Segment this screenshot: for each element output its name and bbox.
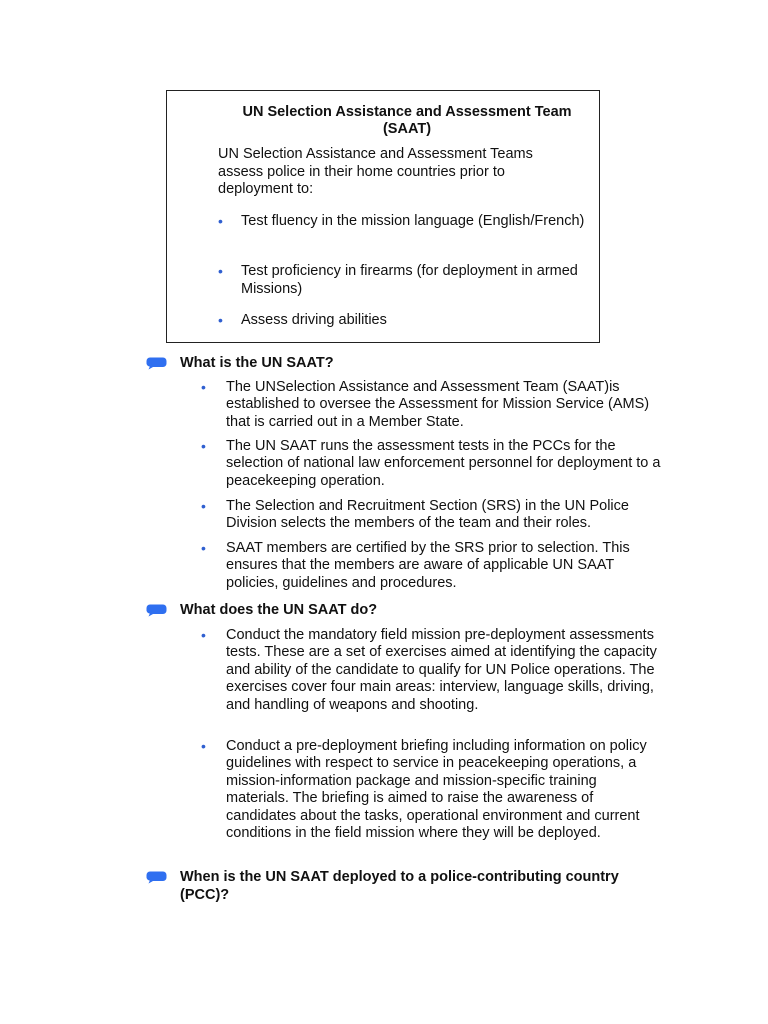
question-heading xyxy=(146,355,666,373)
question-text: What is the UN SAAT? xyxy=(180,355,334,371)
box-bullet-item xyxy=(218,263,593,298)
bullet-icon: • xyxy=(218,263,223,279)
box-title: UN Selection Assistance and Assessment Team (SAAT) xyxy=(242,104,572,137)
answer-text: The UN SAAT runs the assessment tests in the PCCs for the selection of national law enforcement personnel for deployment to a peacekeeping operation. xyxy=(226,438,661,489)
box-bullet-text: Test proficiency in firearms (for deployment in armed Missions) xyxy=(241,263,578,297)
answer-item xyxy=(201,379,661,431)
bullet-icon: • xyxy=(201,438,206,454)
answer-text: SAAT members are certified by the SRS prior to selection. This ensures that the members are aware of applicable UN SAAT policies, guidelines and procedures. xyxy=(226,540,630,591)
answer-text: The Selection and Recruitment Section (SRS) in the UN Police Division selects the members of the team and their roles. xyxy=(226,498,629,532)
speech-bubble-icon xyxy=(146,357,167,370)
answer-item xyxy=(201,540,661,592)
bullet-icon: • xyxy=(201,738,206,754)
bullet-icon: • xyxy=(201,627,206,643)
box-bullet-item xyxy=(218,312,593,330)
answer-text: The UNSelection Assistance and Assessment Team (SAAT)is established to oversee the Assessment for Mission Service (AMS) that is carried out in a Member State. xyxy=(226,379,650,430)
question-heading xyxy=(146,602,666,620)
speech-bubble-icon xyxy=(146,604,167,617)
answer-item xyxy=(201,438,661,490)
answer-text: Conduct a pre-deployment briefing including information on policy guidelines with respect to service in peacekeeping operations, a mission-information package and mission-specific training materials. The briefing is aimed to raise the awareness of candidates about the tasks, operational environment and current conditions in the field mission where they will be deployed. xyxy=(226,738,647,842)
bullet-icon: • xyxy=(218,312,223,328)
question-text: What does the UN SAAT do? xyxy=(180,602,378,618)
question-text: When is the UN SAAT deployed to a police-contributing country (PCC)? xyxy=(180,869,619,903)
bullet-icon: • xyxy=(218,213,223,229)
box-bullet-item xyxy=(218,213,593,231)
answer-item xyxy=(201,738,661,842)
bullet-icon: • xyxy=(201,498,206,514)
saat-summary-box xyxy=(166,90,600,343)
bullet-icon: • xyxy=(201,540,206,556)
box-intro: UN Selection Assistance and Assessment Teams assess police in their home countries prior to deployment to: xyxy=(218,146,533,197)
answer-item xyxy=(201,498,661,533)
speech-bubble-icon xyxy=(146,871,167,884)
answer-item xyxy=(201,627,661,714)
question-heading xyxy=(146,869,646,904)
box-bullet-text: Test fluency in the mission language (English/French) xyxy=(241,213,585,229)
answer-text: Conduct the mandatory field mission pre-deployment assessments tests. These are a set of exercises aimed at identifying the capacity and ability of the candidate to qualify for UN Police operations. The exercises cover four main areas: interview, language skills, driving, and handling of weapons and shooting. xyxy=(226,627,657,713)
bullet-icon: • xyxy=(201,379,206,395)
box-bullet-text: Assess driving abilities xyxy=(241,312,387,328)
